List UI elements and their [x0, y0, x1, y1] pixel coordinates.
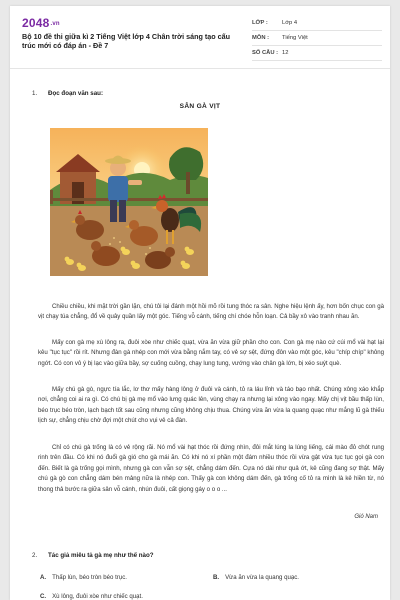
meta-key: SỐ CÂU :: [252, 50, 279, 56]
page-header: [10, 6, 390, 62]
story-paragraph: Mấy chú gà gò, ngực tía lắc, lơ thơ mấy hàng lông ở đuôi và cánh, tỏ ra láu lỉnh và táo bạo nhất. Chúng xông xáo khắp nơi, chẳng coi ai ra gì. Có chú bị gà mẹ mổ vào lưng quác lên, vùng chạy ra nhưng lại xông vào ngay. Mấy chị vịt bầu thấp lùn, béo trục béo tròn, lạch bạch tốt sau cũng nhưng cũng không chịu thua. Chúng vừa ăn vừa la quang quạc như mắng lũ gà thiếu lịch sự, chẳng chịu chờ đợi một chút cho vụi vẻ cả đàn.: [38, 386, 384, 425]
answer-option-b[interactable]: [213, 574, 299, 581]
answer-option-c[interactable]: [40, 593, 143, 600]
story-paragraph: Mấy con gà mẹ xù lông ra, đuôi xòe như chiếc quạt, vừa ăn vừa giữ phần cho con. Con gà mẹ nào cứ cúi mổ vài hạt lại kêu "tục tục" rồi rít. Nhưng đàn gà nhép con mới vừa bằng nắm tay, có vẻ sợ sệt, đứng đôn vào một góc, kêu "chíp chíp" không ngớt. Có con vô ý bị lạc vào giữa bầy, sợ cuống cuồng, chạy lung tung, vướng vào chân gà lớn, bị xéo suýt què.: [38, 339, 384, 367]
farm-illustration: [50, 128, 208, 276]
meta-value: Tiếng Việt: [282, 35, 308, 41]
header-divider: [10, 68, 390, 69]
question-prompt: Đọc đoạn văn sau:: [48, 90, 104, 97]
option-text: Xù lông, đuôi xòe như chiếc quạt.: [52, 593, 143, 600]
option-letter: B.: [213, 574, 220, 581]
meta-row-count: [252, 46, 382, 61]
meta-row-class: [252, 16, 382, 31]
meta-table: [252, 16, 382, 61]
site-logo[interactable]: [22, 16, 60, 30]
answer-option-a[interactable]: [40, 574, 127, 581]
question-number: 1.: [32, 90, 38, 97]
logo-text: 2048: [22, 16, 50, 30]
meta-row-subject: [252, 31, 382, 46]
story-paragraph: Chiều chiều, khi mặt trời gần lặn, chú tôi lại đánh một hồi mõ rồi tung thóc ra sân. Nghe hiệu lệnh ấy, hơn bốn chục con gà vịt chạy túa chẳng, đổ về quây quần lấy một góc. Tiếng vỗ cánh, tiếng chí chóe hỗn loạn. Cả bầy xô vào tranh nhau ăn.: [38, 303, 384, 321]
option-letter: C.: [40, 593, 47, 600]
meta-value: 12: [282, 50, 289, 56]
question-prompt: Tác giả miêu tả gà mẹ như thế nào?: [48, 552, 154, 559]
meta-value: Lớp 4: [282, 20, 298, 26]
worksheet-page: [10, 6, 390, 600]
option-letter: A.: [40, 574, 47, 581]
page-title: Bộ 10 đề thi giữa kì 2 Tiếng Việt lớp 4 Chân trời sáng tạo cấu trúc mới có đáp án - Đề 7: [22, 32, 231, 50]
meta-key: MÔN :: [252, 35, 270, 41]
meta-key: LỚP :: [252, 20, 268, 26]
logo-tld: .vn: [50, 20, 60, 27]
option-text: Vừa ăn vừa la quang quạc.: [225, 574, 299, 581]
story-paragraph: Chỉ có chú gà trống là có vẻ rộng rãi. Nó mổ vài hạt thóc rồi đứng nhìn, đôi mắt lúng la lúng liếng, cái mào đỏ chót rung rinh trên đầu. Có khi nó đuổi gà gió cho gà mái ăn. Có khi nó xí phần một đám nhiều thóc rồi vừa gật vừa tục tục gọi gà con đến. Biết là gà trống gọi mình, nhưng gà con vẫn sợ sệt, chẳng dám đến. Cựa nó dài như quả ớt, kẻ cũng đang sợ thật. Mấy chú gà gò con chẳng dám bén mảng nữa là nhép con. Thấy gà con không dám đến, gà trống cố tỏ ra mình là kẻ hiền từ, nó thong thả bước ra giữa sân vỗ cánh, nhún đuôi, cất giọng gáy o o o ...: [38, 444, 384, 493]
story-title: SÂN GÀ VỊT: [179, 103, 221, 110]
story-author: Gió Nam: [354, 514, 378, 520]
option-text: Thấp lùn, béo tròn béo trục.: [52, 574, 127, 581]
question-number: 2.: [32, 552, 38, 559]
